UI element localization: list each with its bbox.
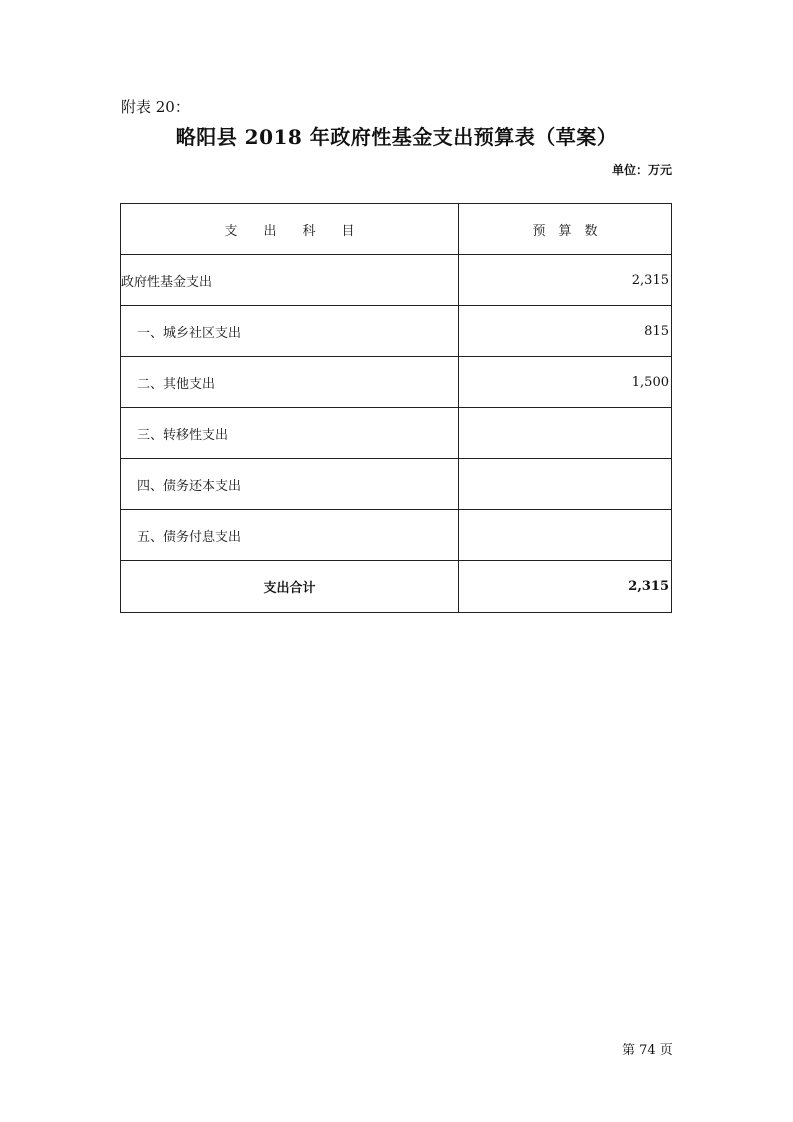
total-label: 支出合计 xyxy=(121,561,459,613)
row-name: 一、城乡社区支出 xyxy=(121,306,459,357)
page-title: 略阳县 2018 年政府性基金支出预算表（草案） xyxy=(175,125,618,149)
table-row xyxy=(121,255,672,306)
total-row xyxy=(121,561,672,613)
page-number: 第 74 页 xyxy=(622,1043,673,1058)
row-value: 2,315 xyxy=(459,255,672,306)
row-value xyxy=(459,408,672,459)
appendix-label: 附表 20： xyxy=(121,98,190,116)
table-row xyxy=(121,459,672,510)
table-row xyxy=(121,357,672,408)
table-row xyxy=(121,306,672,357)
unit-label: 单位：万元 xyxy=(611,163,672,177)
table-header-row xyxy=(121,204,672,255)
row-value: 1,500 xyxy=(459,357,672,408)
row-name: 政府性基金支出 xyxy=(121,255,459,306)
table-row xyxy=(121,510,672,561)
row-value xyxy=(459,459,672,510)
total-value: 2,315 xyxy=(459,561,672,613)
row-name: 二、其他支出 xyxy=(121,357,459,408)
row-name: 五、债务付息支出 xyxy=(121,510,459,561)
row-name: 四、债务还本支出 xyxy=(121,459,459,510)
row-value: 815 xyxy=(459,306,672,357)
column-header-item: 支 出 科 目 xyxy=(121,204,459,255)
row-name: 三、转移性支出 xyxy=(121,408,459,459)
column-header-budget: 预 算 数 xyxy=(459,204,672,255)
table-row xyxy=(121,408,672,459)
row-value xyxy=(459,510,672,561)
budget-table xyxy=(120,203,672,613)
